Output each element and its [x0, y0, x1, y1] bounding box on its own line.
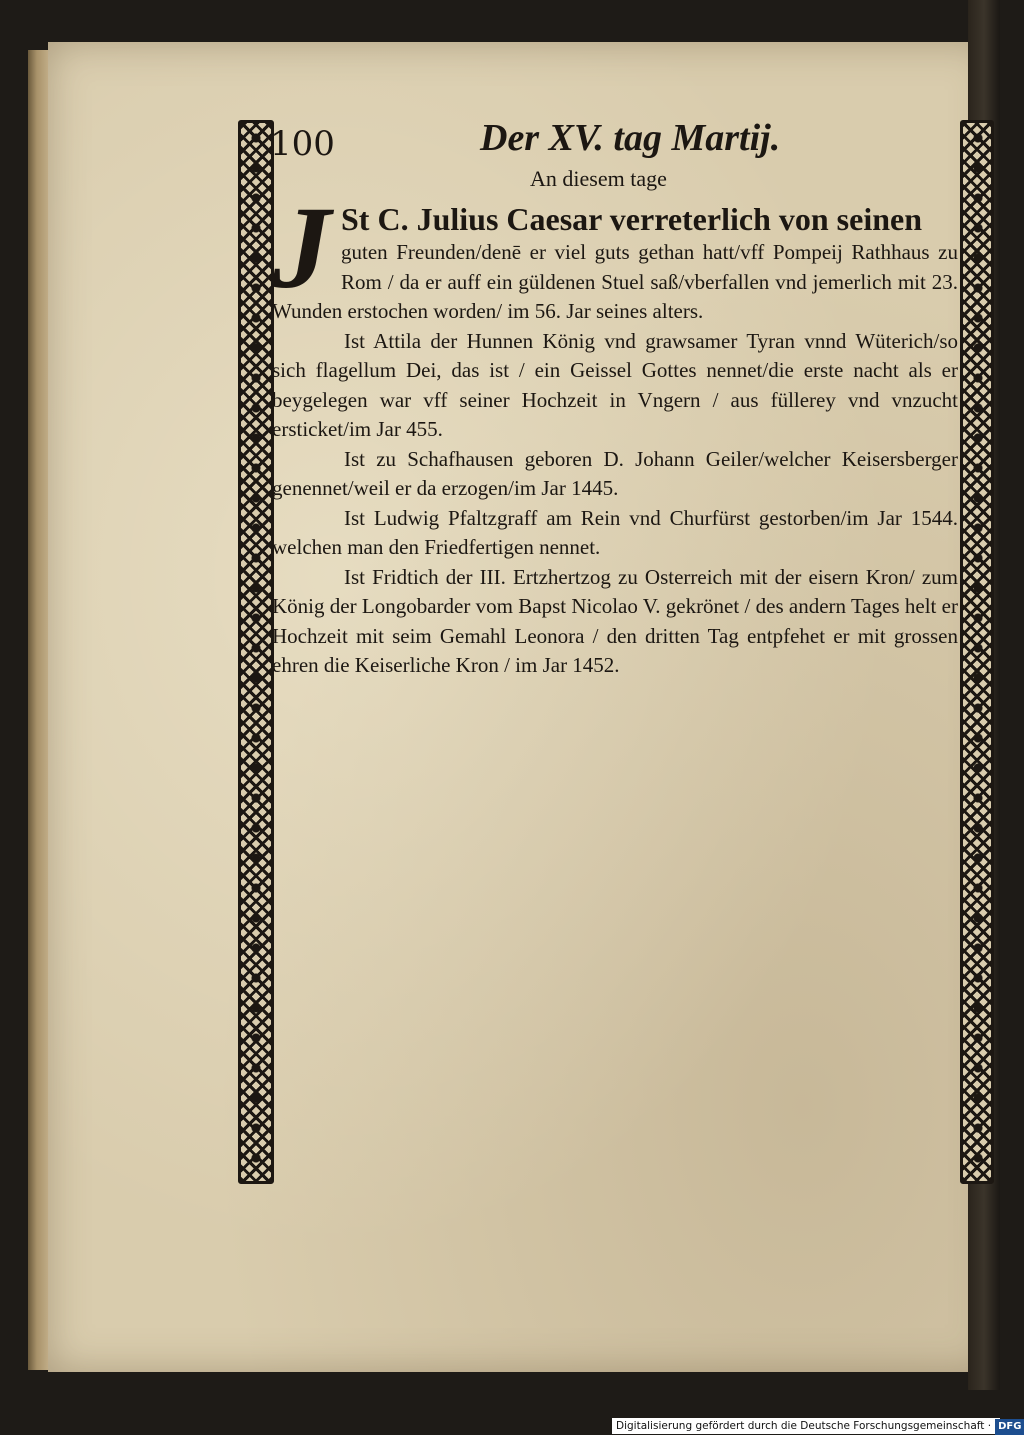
decorated-initial: J [272, 182, 331, 313]
entry-first [272, 182, 958, 327]
running-title: Der XV. tag Martij. [480, 117, 781, 159]
ornamental-border-left [238, 120, 274, 1184]
entry-ludwig: Ist Ludwig Pfaltzgraff am Rein vnd Churfürst gestorben/im Jar 1544. welchen man den Friedfertigen nennet. [272, 505, 958, 559]
page-header [270, 116, 960, 166]
entry-first-text: guten Freunden/denē er viel guts gethan hatt/vff Pompeij Rathhaus zu Rom / da er auff ein güldenen Stuel saß/vberfallen vnd jemerlich mit 23. Wunden erstochen worden/ im 56. Jar seines alters. [272, 240, 958, 323]
ornamental-border-right [960, 120, 994, 1184]
body-text [272, 182, 958, 681]
credit-text: Digitalisierung gefördert durch die Deutsche Forschungsgemeinschaft · [616, 1420, 992, 1432]
entry-fridtich: Ist Fridtich der III. Ertzhertzog zu Osterreich mit der eisern Kron/ zum König der Longobarder vom Bapst Nicolao V. gekrönet / des andern Tages helt er Hochzeit mit seim Gemahl Leonora / den dritten Tag entpfehet er mit grossen ehren die Keiserliche Kron / im Jar 1452. [272, 564, 958, 677]
subheading: An diesem tage [530, 166, 667, 191]
entry-geiler: Ist zu Schafhausen geboren D. Johann Geiler/welcher Keisersberger genennet/weil er da erzogen/im Jar 1445. [272, 446, 958, 500]
dfg-logo: DFG [995, 1419, 1024, 1435]
entry-first-head: St C. Julius Caesar verreterlich von seinen [341, 201, 922, 237]
book-edge-left [28, 50, 50, 1370]
page-number: 100 [270, 124, 335, 164]
digitization-credit [612, 1418, 1022, 1434]
entry-attila: Ist Attila der Hunnen König vnd grawsamer Tyran vnnd Wüterich/so sich flagellum Dei, das ist / ein Geissel Gottes nennet/die erste nacht als er beygelegen war vff seiner Hochzeit in Vngern / aus füllerey vnd vnzucht ersticket/im Jar 455. [272, 328, 958, 441]
